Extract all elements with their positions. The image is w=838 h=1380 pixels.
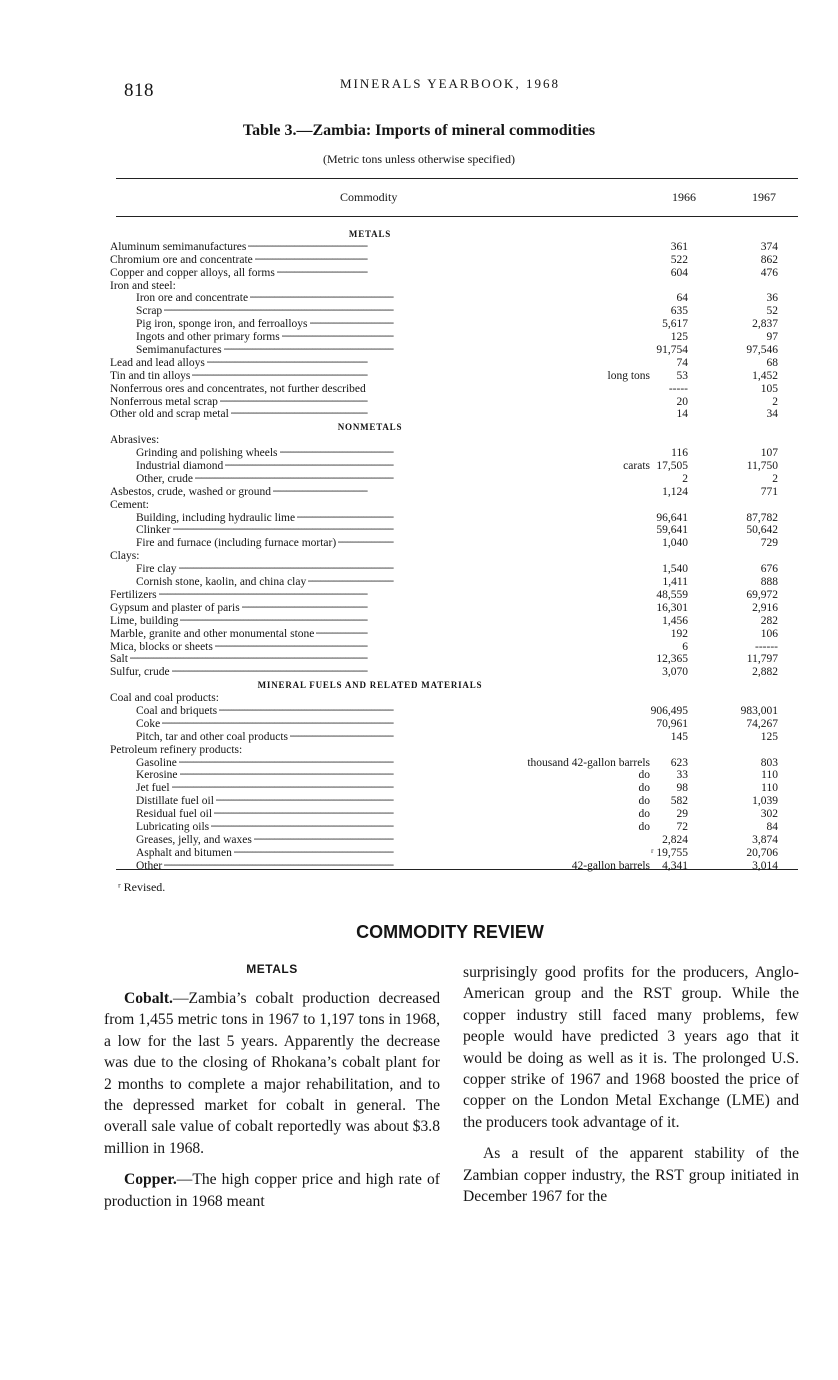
row-label: Mica, blocks or sheets [110, 640, 213, 653]
value-1967: 52 [766, 305, 778, 318]
value-1967: 2,837 [752, 318, 778, 331]
table-row [110, 344, 800, 357]
value-1967: 3,874 [752, 833, 778, 846]
value-1966: 635 [670, 305, 688, 318]
value-1966: 1,124 [662, 485, 688, 498]
row-label: Clays: [110, 550, 140, 563]
value-1967: 3,014 [752, 859, 778, 872]
table-row [110, 847, 800, 860]
column-header-1967: 1967 [752, 190, 776, 204]
value-1966: 906,495 [650, 704, 688, 717]
table-group-row [110, 692, 800, 705]
value-1966: 6 [682, 640, 688, 653]
row-label-cell [110, 589, 650, 602]
row-label: Lead and lead alloys [110, 356, 205, 369]
table-row [110, 834, 800, 847]
row-label: Abrasives: [110, 434, 160, 447]
value-1967: 803 [760, 756, 778, 769]
value-1966: 14 [676, 408, 688, 421]
value-1967: 20,706 [746, 846, 778, 859]
value-1966: 29 [676, 808, 688, 821]
row-label-cell [136, 305, 650, 318]
table-section-heading [110, 679, 800, 692]
row-label-cell [110, 254, 650, 267]
row-label-cell [136, 705, 650, 718]
value-1967: 74,267 [746, 717, 778, 730]
running-title: MINERALS YEARBOOK, 1968 [340, 76, 560, 91]
value-1967: 36 [766, 292, 778, 305]
value-1966: ʳ 19,755 [651, 846, 688, 859]
row-label: Nonferrous metal scrap [110, 395, 218, 408]
row-label-cell [110, 357, 650, 370]
row-label-cell [110, 550, 650, 563]
table-row [110, 267, 800, 280]
value-1966: 192 [670, 627, 688, 640]
row-label-cell [136, 460, 650, 473]
table-row [110, 757, 800, 770]
row-unit: 42-gallon barrels [571, 859, 650, 872]
row-label-cell [110, 396, 650, 409]
value-1967: 84 [766, 820, 778, 833]
table-row [110, 615, 800, 628]
table-row [110, 357, 800, 370]
value-1967: 983,001 [740, 704, 778, 717]
value-1966: 604 [670, 266, 688, 279]
row-label: Coal and coal products: [110, 692, 219, 705]
row-label-cell [136, 473, 650, 486]
value-1967: 97,546 [746, 344, 778, 357]
value-1967: 374 [760, 240, 778, 253]
value-1967: 125 [760, 730, 778, 743]
value-1966: 116 [671, 447, 688, 460]
value-1967: ------ [755, 640, 778, 653]
page-number: 818 [124, 80, 154, 101]
row-label: Asbestos, crude, washed or ground [110, 485, 271, 498]
row-label: Jet fuel [136, 782, 170, 795]
value-1966: 70,961 [656, 717, 688, 730]
row-label: Iron ore and concentrate [136, 292, 249, 305]
value-1966: 1,456 [662, 614, 688, 627]
value-1967: 862 [760, 253, 778, 266]
table-row [110, 473, 800, 486]
row-unit: do [638, 782, 650, 795]
right-paragraph-1: surprisingly good profits for the producers, Anglo-American group and the RST group. While the copper industry still faced many problems, few people would have predicted 3 years ago that it would be doing as well as it is. The prolonged U.S. copper strike of 1967 and 1968 boosted the price of copper on the London Metal Exchange (LME) and the producers took advantage of it. [463, 964, 799, 1131]
value-1966: 20 [676, 395, 688, 408]
table-footnote: ʳ Revised. [118, 880, 166, 894]
right-paragraph-2: As a result of the apparent stability of the Zambian copper industry, the RST group initiated in December 1967 for the [463, 1145, 799, 1206]
row-unit: do [638, 769, 650, 782]
row-label-cell [110, 280, 650, 293]
row-label: Semimanufactures [136, 344, 222, 357]
row-label: Marble, granite and other monumental stone [110, 627, 315, 640]
value-1966: 361 [670, 240, 688, 253]
value-1966: 2,824 [662, 833, 688, 846]
section-label: MINERAL FUELS AND RELATED MATERIALS [257, 680, 483, 691]
value-1967: 729 [760, 537, 778, 550]
row-label-cell [136, 769, 650, 782]
row-label-cell [136, 331, 650, 344]
row-label: Nonferrous ores and concentrates, not further described [110, 382, 366, 395]
table-row [110, 447, 800, 460]
left-column [104, 988, 440, 1222]
row-label-cell [110, 692, 650, 705]
table-subtitle: (Metric tons unless otherwise specified) [323, 152, 515, 166]
value-1966: 64 [676, 292, 688, 305]
right-column [463, 962, 799, 1217]
column-header-commodity: Commodity [340, 190, 398, 204]
row-unit: carats [623, 460, 650, 473]
row-label-cell [136, 782, 650, 795]
table-row [110, 666, 800, 679]
row-label: Cement: [110, 498, 149, 511]
table-body [110, 228, 800, 873]
value-1967: 476 [760, 266, 778, 279]
row-label-cell [136, 537, 650, 550]
row-label-cell [110, 241, 650, 254]
section-label: METALS [348, 229, 392, 239]
value-1966: 12,365 [656, 653, 688, 666]
row-label: Residual fuel oil [136, 808, 213, 821]
table-row [110, 460, 800, 473]
row-label-cell [136, 795, 650, 808]
copper-text: —The high copper price and high rate of production in 1968 meant [104, 1171, 440, 1210]
cobalt-run-head: Cobalt. [124, 990, 173, 1007]
row-label-cell [136, 847, 650, 860]
row-label-cell [110, 408, 650, 421]
value-1967: 106 [760, 627, 778, 640]
row-label: Petroleum refinery products: [110, 743, 243, 756]
value-1966: 16,301 [656, 601, 688, 614]
row-label: Chromium ore and concentrate [110, 253, 253, 266]
row-label-cell [136, 834, 650, 847]
row-label: Pitch, tar and other coal products [136, 730, 289, 743]
row-label: Lime, building [110, 614, 179, 627]
row-label-cell [110, 628, 650, 641]
row-label: Tin and tin alloys [110, 369, 191, 382]
table-row [110, 576, 800, 589]
value-1966: 1,540 [662, 563, 688, 576]
value-1966: 48,559 [656, 588, 688, 601]
value-1967: 282 [760, 614, 778, 627]
value-1966: 91,754 [656, 344, 688, 357]
row-label: Kerosine [136, 769, 178, 782]
row-label: Coal and briquets [136, 704, 218, 717]
table-section-heading [110, 421, 800, 434]
value-1966: 96,641 [656, 511, 688, 524]
value-1967: 110 [761, 782, 778, 795]
value-1966: 4,341 [662, 859, 688, 872]
row-label-cell [136, 344, 650, 357]
row-unit: long tons [607, 369, 650, 382]
row-label-cell [136, 524, 650, 537]
row-label-cell [110, 744, 650, 757]
row-label-cell [110, 383, 650, 396]
value-1967: 1,452 [752, 369, 778, 382]
row-label: Other, crude [136, 472, 194, 485]
value-1966: ----- [668, 382, 688, 395]
table-row [110, 705, 800, 718]
value-1966: 17,505 [656, 460, 688, 473]
table-group-row [110, 434, 800, 447]
row-label-cell [110, 499, 650, 512]
row-label: Ingots and other primary forms [136, 331, 280, 344]
row-label-cell [110, 666, 650, 679]
value-1967: 888 [760, 576, 778, 589]
table-row [110, 860, 800, 873]
value-1967: 2 [772, 472, 778, 485]
table-row [110, 602, 800, 615]
table-row [110, 537, 800, 550]
table-row [110, 628, 800, 641]
value-1967: 771 [760, 485, 778, 498]
row-label: Cornish stone, kaolin, and china clay [136, 576, 307, 589]
table-row [110, 318, 800, 331]
value-1966: 72 [676, 820, 688, 833]
table-section-heading [110, 228, 800, 241]
row-label-cell [136, 821, 650, 834]
row-label-cell [136, 512, 650, 525]
row-label-cell [110, 602, 650, 615]
value-1966: 145 [670, 730, 688, 743]
table-row [110, 486, 800, 499]
row-label: Gypsum and plaster of paris [110, 601, 240, 614]
row-label: Asphalt and bitumen [136, 846, 232, 859]
copper-run-head: Copper. [124, 1171, 177, 1189]
table-row [110, 821, 800, 834]
row-label: Building, including hydraulic lime [136, 511, 296, 524]
row-label-cell [110, 653, 650, 666]
row-label: Distillate fuel oil [136, 795, 214, 808]
table-row [110, 241, 800, 254]
row-label: Clinker [136, 524, 171, 537]
row-label-cell [136, 576, 650, 589]
table-header-rule [116, 216, 798, 217]
value-1967: 676 [760, 563, 778, 576]
row-label-cell [136, 731, 650, 744]
row-label: Other old and scrap metal [110, 408, 229, 421]
column-header-1966: 1966 [672, 190, 696, 204]
value-1966: 125 [670, 331, 688, 344]
table-row [110, 524, 800, 537]
row-label-cell [110, 267, 650, 280]
section-label: NONMETALS [337, 422, 403, 433]
value-1966: 59,641 [656, 524, 688, 537]
value-1966: 623 [670, 756, 688, 769]
row-label: Grinding and polishing wheels [136, 447, 278, 460]
cobalt-paragraph [104, 988, 440, 1159]
row-label-cell [110, 370, 650, 383]
row-label-cell [110, 615, 650, 628]
table-row [110, 731, 800, 744]
table-row [110, 808, 800, 821]
row-label-cell [110, 641, 650, 654]
metals-heading: METALS [246, 962, 298, 976]
value-1967: 34 [766, 408, 778, 421]
row-label: Industrial diamond [136, 460, 224, 473]
row-label: Fire and furnace (including furnace mortar) [136, 537, 337, 550]
row-unit: do [638, 820, 650, 833]
section-title: COMMODITY REVIEW [356, 922, 544, 942]
value-1966: 1,411 [662, 576, 688, 589]
cobalt-text: —Zambia’s cobalt production decreased from 1,455 metric tons in 1967 to 1,197 tons in 1968, a low for the last 5 years. Apparently the decrease was due to the closing of Rhokana’s cobalt plant for 2 months to complete a major rehabilitation, and to the depressed market for cobalt in general. The overall sale value of cobalt reportedly was about $3.8 million in 1968. [104, 990, 440, 1157]
value-1966: 98 [676, 782, 688, 795]
row-label-cell [110, 434, 650, 447]
table-row [110, 408, 800, 421]
row-unit: do [638, 795, 650, 808]
table-row [110, 305, 800, 318]
row-label: Lubricating oils [136, 820, 210, 833]
row-label: Fire clay [136, 563, 177, 576]
value-1966: 5,617 [662, 318, 688, 331]
value-1966: 53 [676, 369, 688, 382]
value-1966: 582 [670, 795, 688, 808]
copper-paragraph [104, 1169, 440, 1212]
row-label: Sulfur, crude [110, 666, 170, 679]
table-row [110, 641, 800, 654]
row-label: Coke [136, 717, 161, 730]
table-top-rule [116, 178, 798, 179]
table-row [110, 795, 800, 808]
row-label: Copper and copper alloys, all forms [110, 266, 275, 279]
row-label-cell [136, 718, 650, 731]
table-row [110, 396, 800, 409]
table-row [110, 718, 800, 731]
value-1966: 74 [676, 356, 688, 369]
value-1967: 2,882 [752, 666, 778, 679]
value-1967: 11,797 [746, 653, 778, 666]
row-label: Aluminum semimanufactures [110, 240, 247, 253]
value-1967: 105 [760, 382, 778, 395]
value-1966: 1,040 [662, 537, 688, 550]
value-1967: 87,782 [746, 511, 778, 524]
table-row [110, 589, 800, 602]
table-row [110, 563, 800, 576]
table-group-row [110, 744, 800, 757]
value-1966: 522 [670, 253, 688, 266]
value-1967: 107 [760, 447, 778, 460]
row-label: Greases, jelly, and waxes [136, 833, 252, 846]
row-unit: do [638, 808, 650, 821]
row-label-cell [136, 292, 650, 305]
table-row [110, 782, 800, 795]
table-group-row [110, 550, 800, 563]
row-label: Salt [110, 653, 128, 666]
value-1967: 69,972 [746, 588, 778, 601]
table-bottom-rule [116, 869, 798, 870]
table-row [110, 653, 800, 666]
table-row [110, 370, 800, 383]
value-1967: 11,750 [746, 460, 778, 473]
row-label: Gasoline [136, 756, 177, 769]
value-1967: 2 [772, 395, 778, 408]
value-1967: 110 [761, 769, 778, 782]
value-1966: 33 [676, 769, 688, 782]
row-label: Other [136, 859, 163, 872]
row-unit: thousand 42-gallon barrels [527, 756, 650, 769]
row-label: Scrap [136, 305, 163, 318]
table-row [110, 383, 800, 396]
value-1967: 302 [760, 808, 778, 821]
table-row [110, 769, 800, 782]
table-group-row [110, 499, 800, 512]
value-1967: 97 [766, 331, 778, 344]
row-label-cell [136, 808, 650, 821]
value-1966: 2 [682, 472, 688, 485]
table-row [110, 512, 800, 525]
table-title: Table 3.—Zambia: Imports of mineral commodities [242, 122, 596, 139]
value-1966: 3,070 [662, 666, 688, 679]
table-row [110, 254, 800, 267]
value-1967: 2,916 [752, 601, 778, 614]
row-label: Pig iron, sponge iron, and ferroalloys [136, 318, 308, 331]
row-label-cell [136, 563, 650, 576]
table-row [110, 292, 800, 305]
value-1967: 1,039 [752, 795, 778, 808]
table-group-row [110, 280, 800, 293]
row-label: Fertilizers [110, 588, 157, 601]
row-label-cell [110, 486, 650, 499]
row-label: Iron and steel: [110, 279, 176, 292]
table-row [110, 331, 800, 344]
value-1967: 68 [766, 356, 778, 369]
row-label-cell [136, 447, 650, 460]
value-1967: 50,642 [746, 524, 778, 537]
row-label-cell [136, 318, 650, 331]
